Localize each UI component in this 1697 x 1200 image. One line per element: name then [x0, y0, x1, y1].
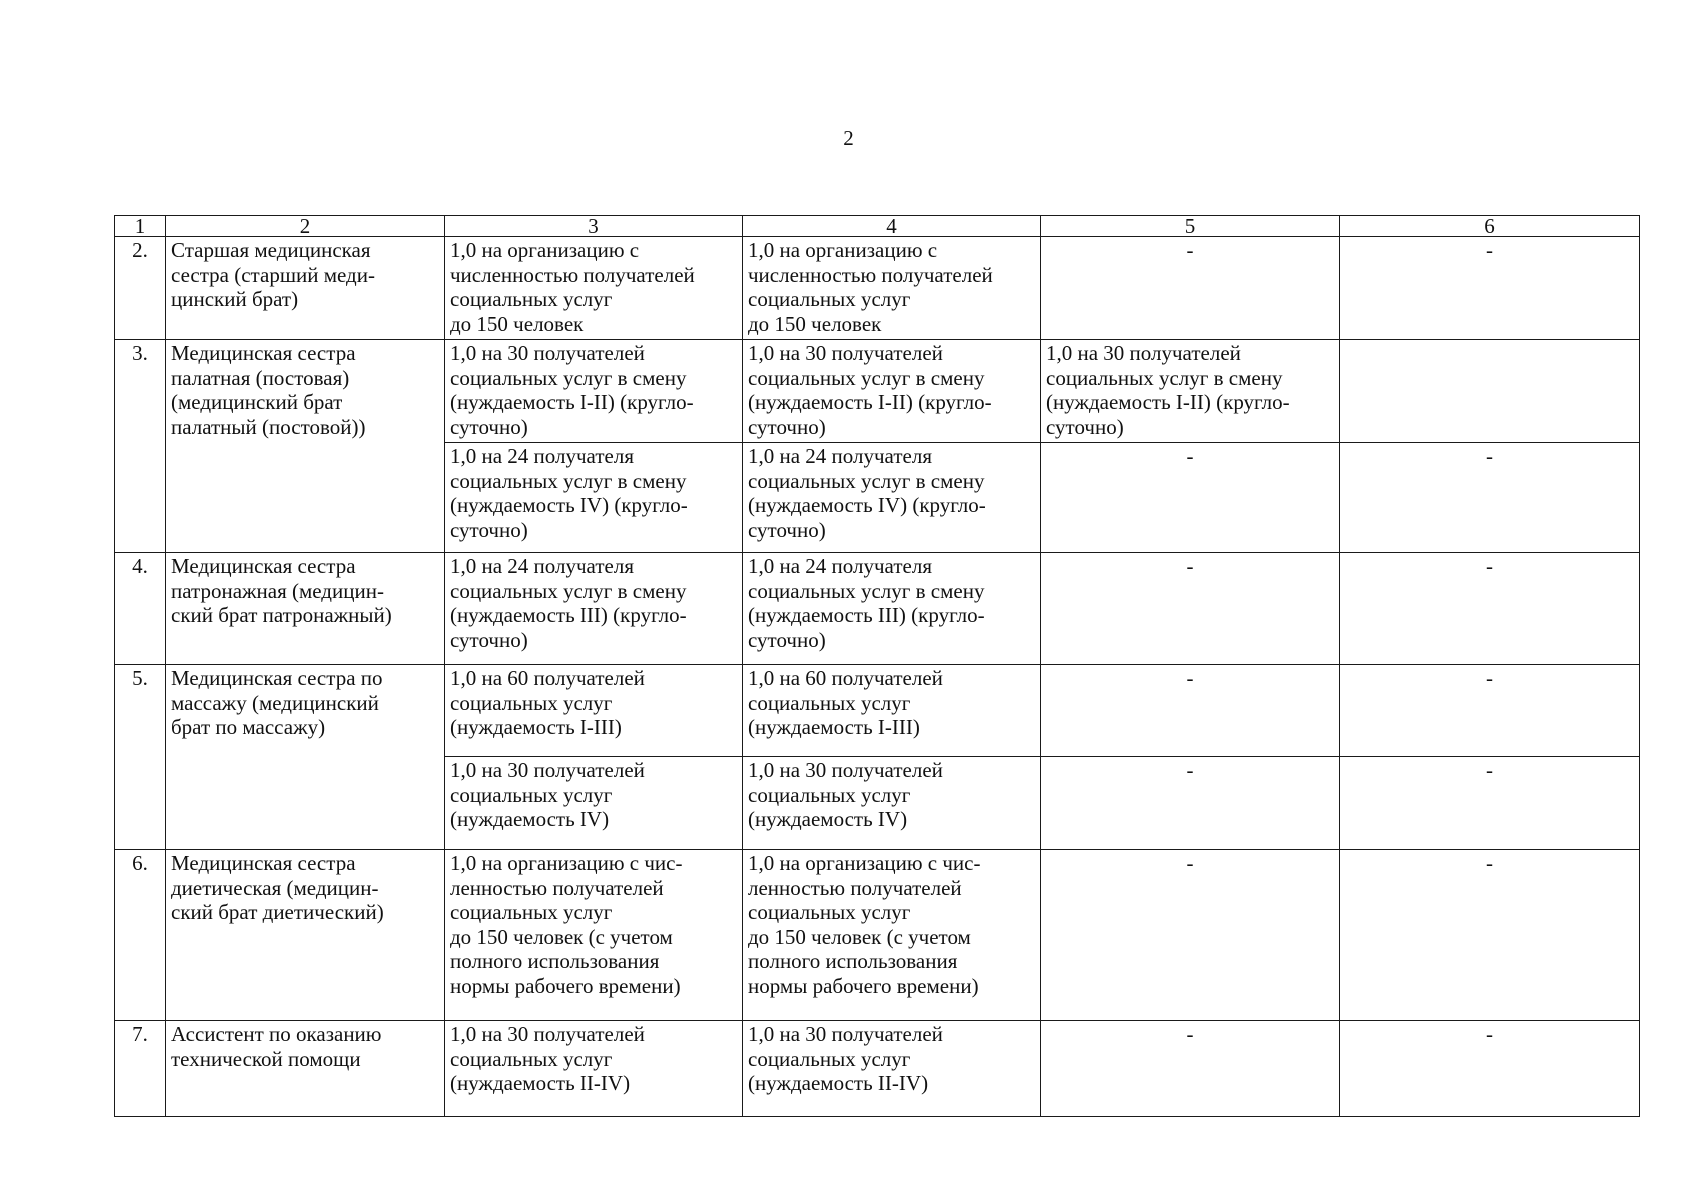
row-number: 4.	[115, 553, 166, 665]
norm-cell-col5: -	[1041, 443, 1340, 553]
norm-cell-col6: -	[1340, 757, 1640, 850]
norm-cell-col6: -	[1340, 1021, 1640, 1117]
column-number-row	[115, 216, 1640, 237]
norm-cell-col5: 1,0 на 30 получателей социальных услуг в смену (нуждаемость I-II) (кругло- суточно)	[1041, 340, 1340, 443]
norm-cell-col4: 1,0 на 24 получателя социальных услуг в смену (нуждаемость III) (кругло- суточно)	[743, 553, 1041, 665]
norm-cell-col4: 1,0 на 30 получателей социальных услуг (нуждаемость IV)	[743, 757, 1041, 850]
norm-cell-col4: 1,0 на 60 получателей социальных услуг (нуждаемость I-III)	[743, 665, 1041, 757]
norm-cell-col5: -	[1041, 850, 1340, 1021]
norm-cell-col3: 1,0 на 24 получателя социальных услуг в смену (нуждаемость III) (кругло- суточно)	[445, 553, 743, 665]
row-number: 2.	[115, 237, 166, 340]
column-header-5: 5	[1041, 216, 1340, 237]
norm-cell-col6: -	[1340, 443, 1640, 553]
norm-cell-col6: -	[1340, 665, 1640, 757]
norm-cell-col4: 1,0 на 30 получателей социальных услуг в смену (нуждаемость I-II) (кругло- суточно)	[743, 340, 1041, 443]
table-row	[115, 553, 1640, 665]
norm-cell-col5: -	[1041, 553, 1340, 665]
row-number: 5.	[115, 665, 166, 850]
page-number: 2	[843, 126, 854, 150]
norm-cell-col4: 1,0 на 24 получателя социальных услуг в смену (нуждаемость IV) (кругло- суточно)	[743, 443, 1041, 553]
column-header-6: 6	[1340, 216, 1640, 237]
table-row	[115, 237, 1640, 340]
norm-cell-col3: 1,0 на 60 получателей социальных услуг (нуждаемость I-III)	[445, 665, 743, 757]
position-name: Медицинская сестра патронажная (медицин- ский брат патронажный)	[166, 553, 445, 665]
position-name: Ассистент по оказанию технической помощи	[166, 1021, 445, 1117]
norm-cell-col4: 1,0 на 30 получателей социальных услуг (нуждаемость II-IV)	[743, 1021, 1041, 1117]
staffing-norms-table	[114, 215, 1640, 1117]
norm-cell-col6: -	[1340, 850, 1640, 1021]
norm-cell-col6	[1340, 340, 1640, 443]
table-row	[115, 340, 1640, 443]
table-row	[115, 665, 1640, 757]
position-name: Медицинская сестра по массажу (медицинский брат по массажу)	[166, 665, 445, 850]
norm-cell-col5: -	[1041, 237, 1340, 340]
norm-cell-col3: 1,0 на 30 получателей социальных услуг в смену (нуждаемость I-II) (кругло- суточно)	[445, 340, 743, 443]
norm-cell-col5: -	[1041, 1021, 1340, 1117]
column-header-2: 2	[166, 216, 445, 237]
norm-cell-col4: 1,0 на организацию с численностью получателей социальных услуг до 150 человек	[743, 237, 1041, 340]
norm-cell-col3: 1,0 на 24 получателя социальных услуг в смену (нуждаемость IV) (кругло- суточно)	[445, 443, 743, 553]
row-number: 7.	[115, 1021, 166, 1117]
position-name: Медицинская сестра палатная (постовая) (медицинский брат палатный (постовой))	[166, 340, 445, 553]
norm-cell-col3: 1,0 на организацию с численностью получателей социальных услуг до 150 человек	[445, 237, 743, 340]
norm-cell-col3: 1,0 на 30 получателей социальных услуг (нуждаемость IV)	[445, 757, 743, 850]
norm-cell-col4: 1,0 на организацию с чис- ленностью получателей социальных услуг до 150 человек (с учетом полного использования нормы рабочего времени)	[743, 850, 1041, 1021]
table-row	[115, 850, 1640, 1021]
norm-cell-col6: -	[1340, 553, 1640, 665]
norm-cell-col3: 1,0 на организацию с чис- ленностью получателей социальных услуг до 150 человек (с учетом полного использования нормы рабочего времени)	[445, 850, 743, 1021]
norm-cell-col3: 1,0 на 30 получателей социальных услуг (нуждаемость II-IV)	[445, 1021, 743, 1117]
column-header-3: 3	[445, 216, 743, 237]
column-header-1: 1	[115, 216, 166, 237]
table-row	[115, 1021, 1640, 1117]
row-number: 3.	[115, 340, 166, 553]
position-name: Старшая медицинская сестра (старший меди- цинский брат)	[166, 237, 445, 340]
norm-cell-col6: -	[1340, 237, 1640, 340]
position-name: Медицинская сестра диетическая (медицин- ский брат диетический)	[166, 850, 445, 1021]
norm-cell-col5: -	[1041, 665, 1340, 757]
norm-cell-col5: -	[1041, 757, 1340, 850]
column-header-4: 4	[743, 216, 1041, 237]
row-number: 6.	[115, 850, 166, 1021]
